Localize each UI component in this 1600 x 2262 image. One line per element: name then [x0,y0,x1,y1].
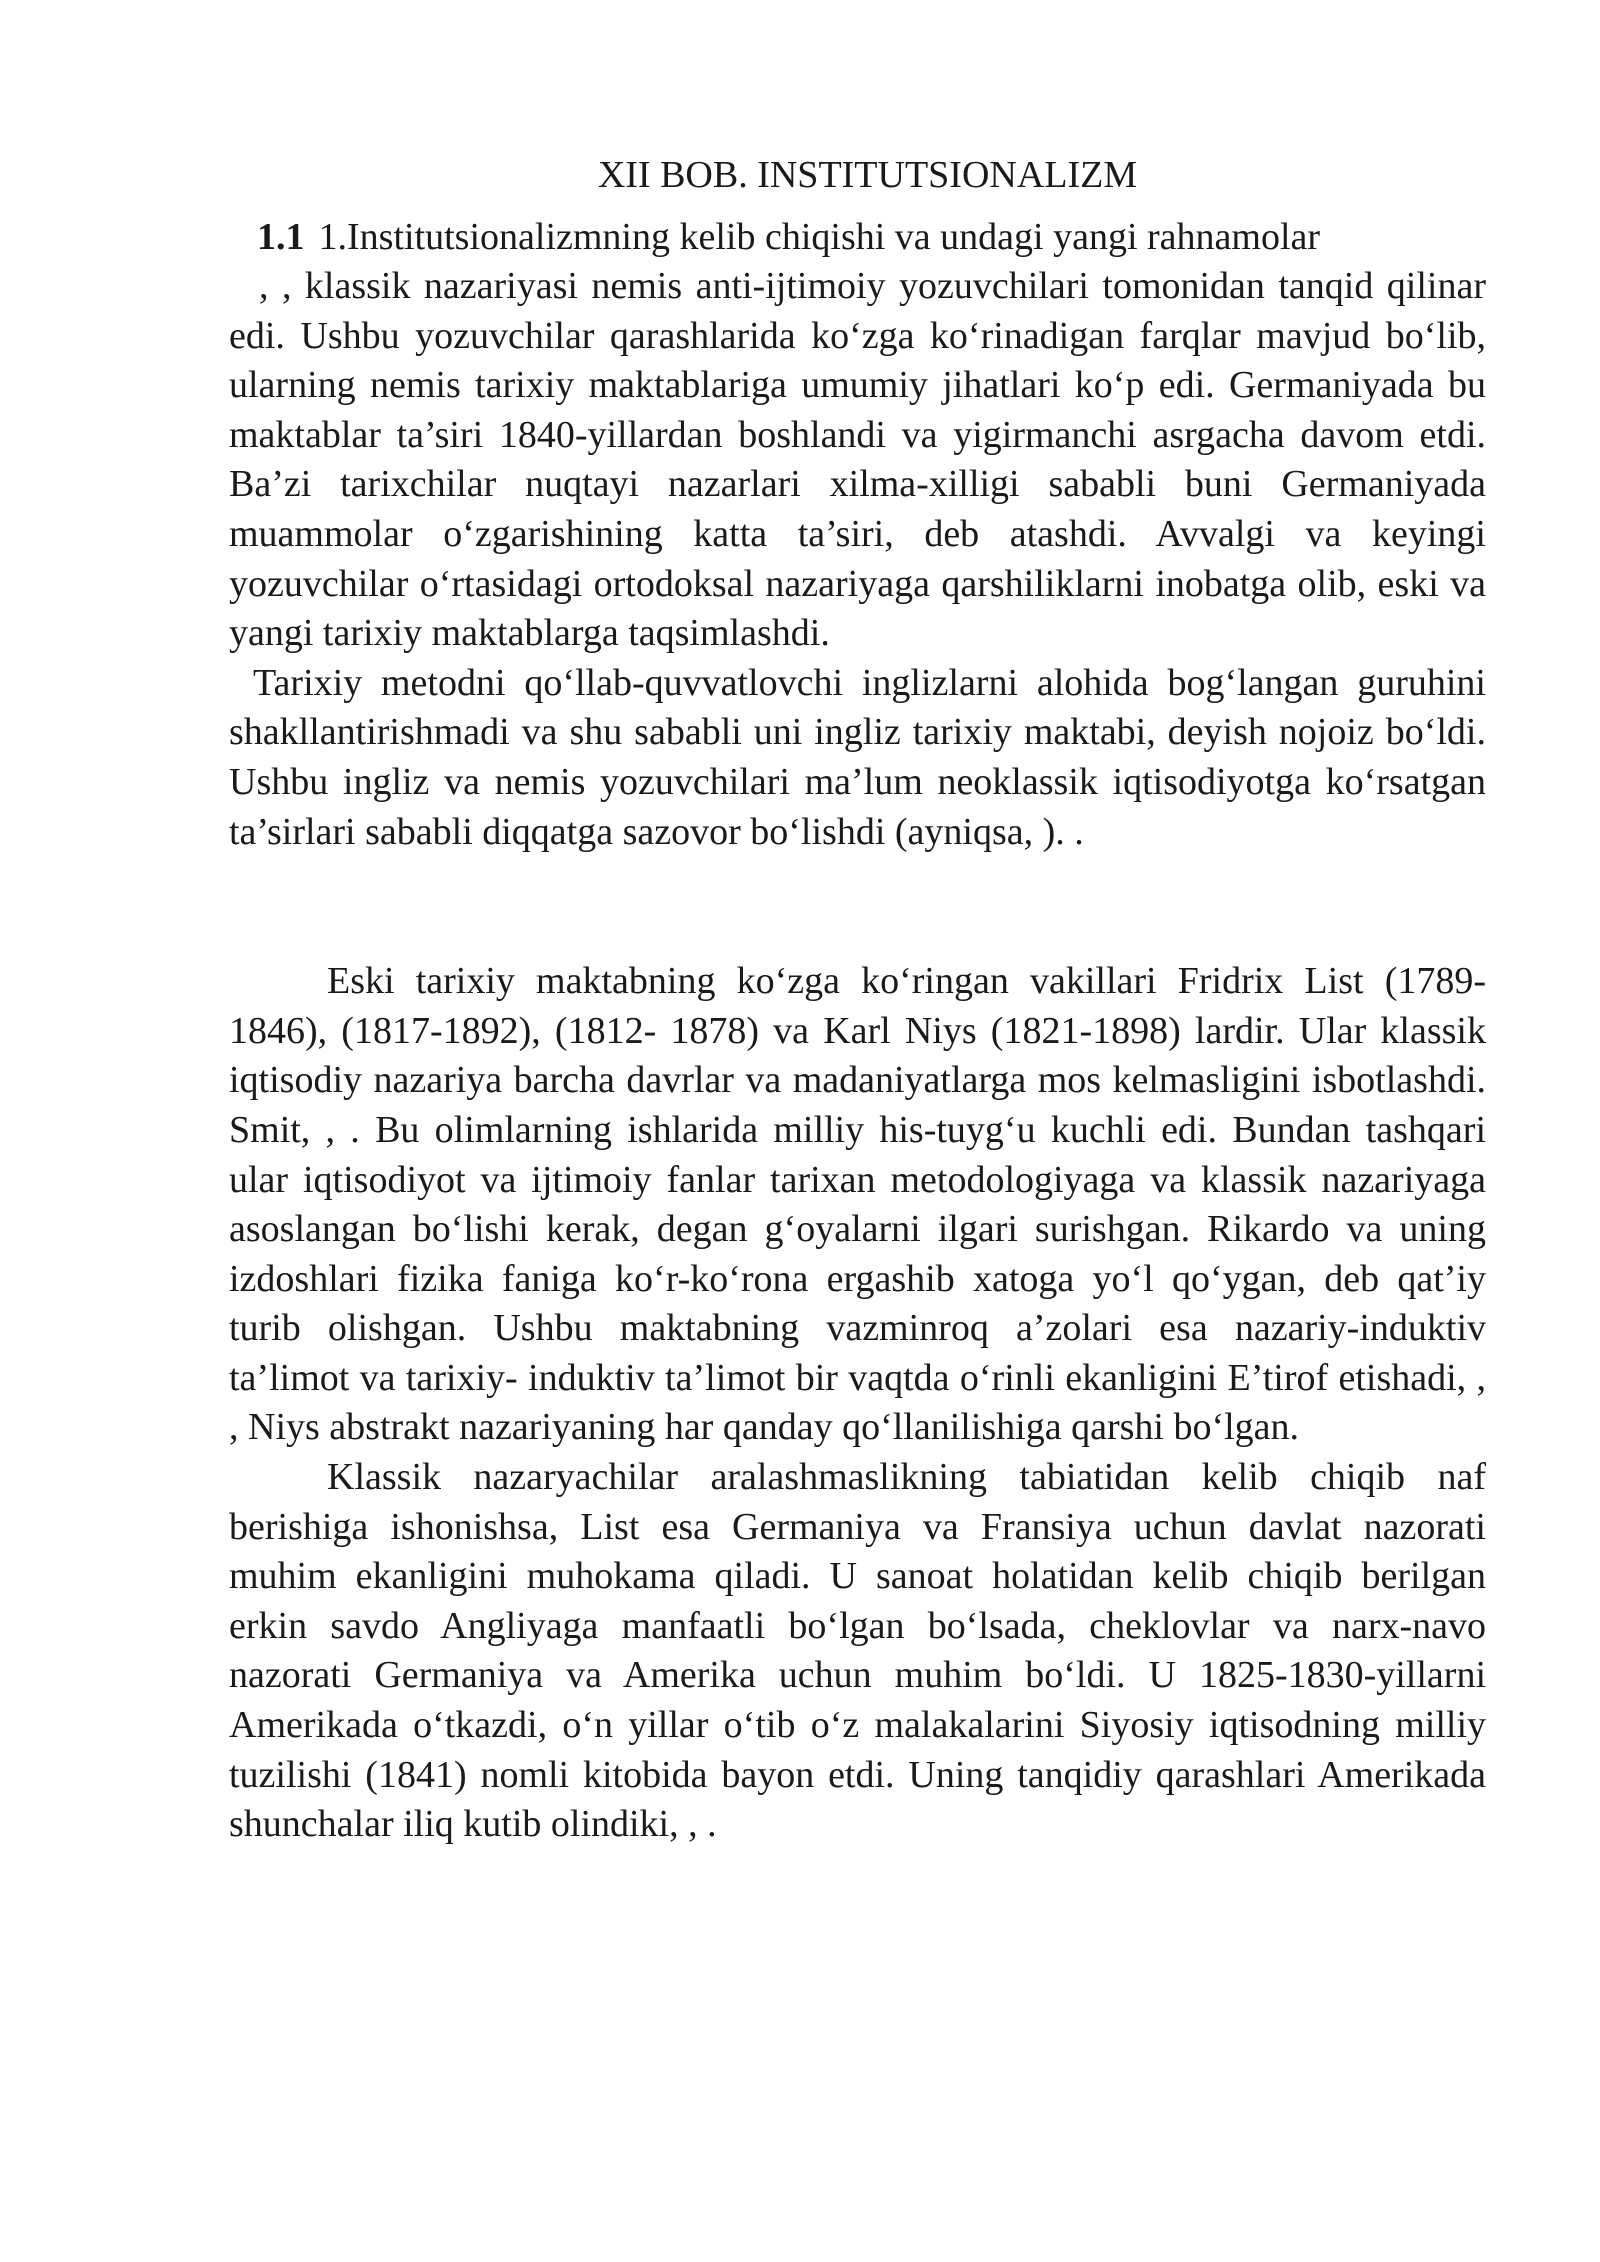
paragraph-gap [229,857,1486,957]
paragraph-2: Tarixiy metodni qo‘llab-quvvatlovchi inglizlarni alohida bog‘langan guruhini shakllantirishmadi va shu sababli uni ingliz tarixiy maktabi, deyish nojoiz bo‘ldi. Ushbu ingliz va nemis yozuvchilari ma’lum neoklassik iqtisodiyotga ko‘rsatgan ta’sirlari sababli diqqatga sazovor bo‘lishdi (ayniqsa, ). . [229,661,1486,853]
paragraph-3: Eski tarixiy maktabning ko‘zga ko‘ringan vakillari Fridrix List (1789-1846), (1817-1892), (1812- 1878) va Karl Niys (1821-1898) lardir. Ular klassik iqtisodiy nazariya barcha davrlar va madaniyatlarga mos kelmasligini isbotlashdi. Smit, , . Bu olimlarning ishlarida milliy his-tuyg‘u kuchli edi. Bundan tashqari ular iqtisodiyot va ijtimoiy fanlar tarixan metodologiyaga va klassik nazariyaga asoslangan bo‘lishi kerak, degan g‘oyalarni ilgari surishgan. Rikardo va uning izdoshlari fizika faniga ko‘r-ko‘rona ergashib xatoga yo‘l qo‘ygan, deb qat’iy turib olishgan. Ushbu maktabning vazminroq a’zolari esa nazariy-induktiv ta’limot va tarixiy- induktiv ta’limot bir vaqtda o‘rinli ekanligini E’tirof etishadi, , , Niys abstrakt nazariyaning har qanday qo‘llanilishiga qarshi bo‘lgan. [229,960,1486,1449]
section-heading [229,212,1486,262]
paragraph-1: , , klassik nazariyasi nemis anti-ijtimoiy yozuvchilari tomonidan tanqid qilinar edi. Ushbu yozuvchilar qarashlarida ko‘zga ko‘rinadigan farqlar mavjud bo‘lib, ularning nemis tarixiy maktablariga umumiy jihatlari ko‘p edi. Germaniyada bu maktablar ta’siri 1840-yillardan boshlandi va yigirmanchi asrgacha davom etdi. Ba’zi tarixchilar nuqtayi nazarlari xilma-xilligi sababli buni Germaniyada muammolar o‘zgarishining katta ta’siri, deb atashdi. Avvalgi va keyingi yozuvchilar o‘rtasidagi ortodoksal nazariyaga qarshiliklarni inobatga olib, eski va yangi tarixiy maktablarga taqsimlashdi. [229,265,1486,655]
paragraph-4: Klassik nazaryachilar aralashmaslikning tabiatidan kelib chiqib naf berishiga ishonishsa, List esa Germaniya va Fransiya uchun davlat nazorati muhim ekanligini muhokama qiladi. U sanoat holatidan kelib chiqib berilgan erkin savdo Angliyaga manfaatli bo‘lgan bo‘lsada, cheklovlar va narx-navo nazorati Germaniya va Amerika uchun muhim bo‘ldi. U 1825-1830-yillarni Amerikada o‘tkazdi, o‘n yillar o‘tib o‘z malakalarini Siyosiy iqtisodning milliy tuzilishi (1841) nomli kitobida bayon etdi. Uning tanqidiy qarashlari Amerikada shunchalar iliq kutib olindiki, , . [229,1456,1486,1846]
section-number: 1.1 [257,216,305,258]
section-title: 1.Institutsionalizmning kelib chiqishi va undagi yangi rahnamolar [318,216,1321,258]
document-page [229,150,1486,1850]
chapter-title: XII BOB. INSTITUTSIONALIZM [597,154,1138,196]
